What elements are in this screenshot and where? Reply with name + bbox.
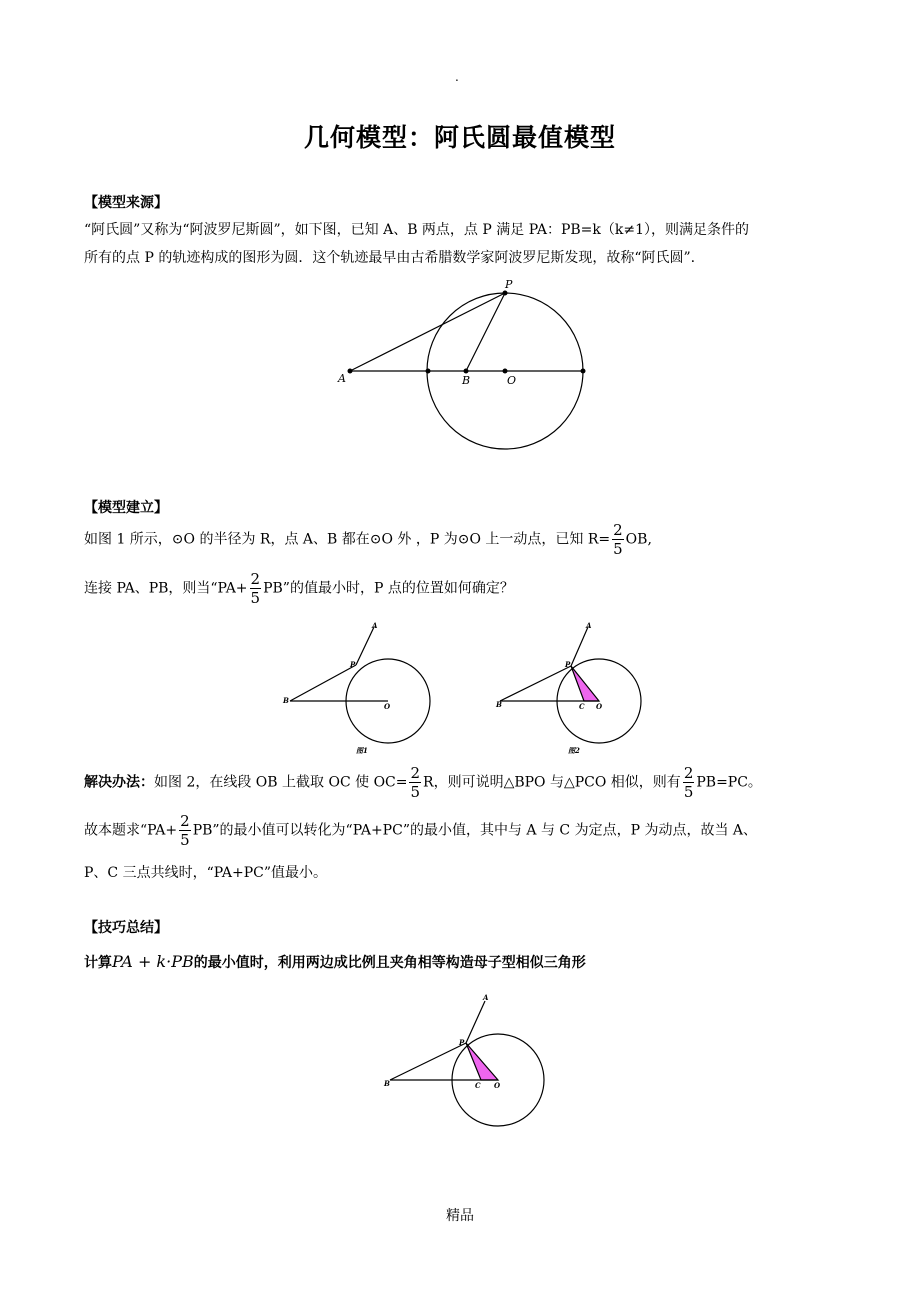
fig4-label-c: C xyxy=(475,1081,481,1090)
section-heading-summary: 【技巧总结】 xyxy=(84,920,168,936)
section-heading-model: 【模型建立】 xyxy=(84,500,168,516)
fraction-2-5: $\frac{2}{5}$ xyxy=(250,570,261,607)
model-line1-suffix: OB, xyxy=(625,531,652,548)
figure-2-diagram xyxy=(490,618,650,758)
fraction-2-5: $\frac{2}{5}$ xyxy=(410,764,421,801)
summary-prefix: 计算 xyxy=(84,955,112,971)
solution-line2-b: PB”的最小值可以转化为“PA+PC”的最小值，其中与 A 与 C 为定点，P 为动点，故当 A、 xyxy=(192,822,758,839)
fig3-label-c: C xyxy=(579,702,585,711)
fraction-2-5: $\frac{2}{5}$ xyxy=(180,812,190,849)
triangle-pco xyxy=(571,666,599,701)
fraction-2-5: $\frac{2}{5}$ xyxy=(683,764,694,801)
fraction-2-5: $\frac{2}{5}$ xyxy=(613,521,623,558)
fig4-label-o: O xyxy=(494,1081,501,1090)
fig4-label-b: B xyxy=(384,1079,390,1088)
source-text-line2: 所有的点 P 的轨迹构成的图形为圆．这个轨迹最早由古希腊数学家阿波罗尼斯发现，故称“阿氏圆”. xyxy=(84,250,696,266)
model-line1-prefix: 如图 1 所示，⊙O 的半径为 R，点 A、B 都在⊙O 外 ，P 为⊙O 上一动点，已知 R= xyxy=(84,531,611,548)
fig1-label-b: B xyxy=(462,374,471,387)
figure-apollonius-circle xyxy=(330,272,600,468)
model-line2-suffix: PB”的值最小时，P 点的位置如何确定？ xyxy=(263,580,514,597)
page-title: 几何模型：阿氏圆最值模型 xyxy=(303,123,616,152)
solution-line1-b: R，则可说明△BPO 与△PCO 相似，则有 xyxy=(423,774,681,791)
solution-line3: P、C 三点共线时，“PA+PC”值最小。 xyxy=(84,865,328,881)
header-dot: . xyxy=(455,70,459,84)
fig2-caption: 图1 xyxy=(356,746,368,755)
fig3-label-o: O xyxy=(596,702,603,711)
fig3-label-a: A xyxy=(586,621,592,630)
page-footer: 精品 xyxy=(446,1208,474,1224)
fig4-label-p: P xyxy=(459,1038,465,1047)
solution-line1-c: PB=PC。 xyxy=(696,774,762,791)
solution-line2 xyxy=(84,812,757,849)
fig2-label-p: P xyxy=(350,660,356,669)
section-heading-source: 【模型来源】 xyxy=(84,195,168,211)
solution-line1 xyxy=(84,764,762,801)
model-line2-prefix: 连接 PA、PB，则当“PA+ xyxy=(84,580,248,597)
source-text-line1: “阿氏圆”又称为“阿波罗尼斯圆”，如下图，已知 A、B 两点，点 P 满足 PA：PB=k（k≠1），则满足条件的 xyxy=(84,222,749,238)
fig2-label-a: A xyxy=(372,621,378,630)
summary-formula: PA + k·PB xyxy=(112,952,194,971)
fig3-label-p: P xyxy=(565,660,571,669)
fig2-label-o: O xyxy=(384,702,391,711)
fig4-label-a: A xyxy=(483,993,489,1002)
model-text-line2 xyxy=(84,570,514,607)
fig1-label-o: O xyxy=(507,374,517,387)
solution-line2-a: 故本题求“PA+ xyxy=(84,822,178,839)
fig3-label-b: B xyxy=(496,700,502,709)
summary-text xyxy=(84,952,586,972)
model-text-line1 xyxy=(84,521,652,558)
solution-label: 解决办法： xyxy=(84,774,154,791)
figure-1-diagram xyxy=(280,618,440,758)
triangle-pco xyxy=(466,1043,498,1080)
fig1-label-p: P xyxy=(505,278,513,291)
fig2-label-b: B xyxy=(283,696,289,705)
figure-summary-diagram xyxy=(375,990,555,1160)
solution-line1-a: 如图 2，在线段 OB 上截取 OC 使 OC= xyxy=(154,774,408,791)
fig1-label-a: A xyxy=(338,372,346,385)
summary-suffix: 的最小值时，利用两边成比例且夹角相等构造母子型相似三角形 xyxy=(193,955,586,971)
fig3-caption: 图2 xyxy=(568,746,580,755)
